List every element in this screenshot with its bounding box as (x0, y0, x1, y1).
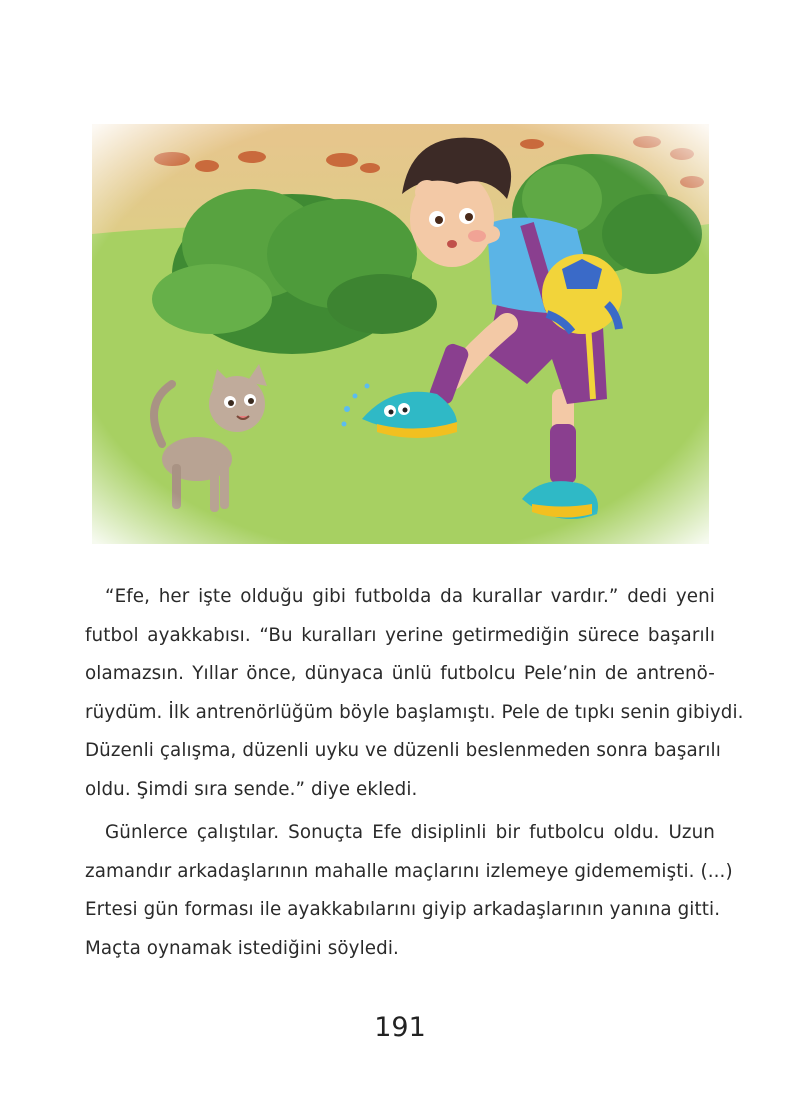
page-number: 191 (374, 1012, 426, 1043)
text-line: rüydüm. İlk antrenörlüğüm böyle başlamıştı. Pele de tıpkı senin gibiydi. (85, 701, 744, 723)
text-line: futbol ayakkabısı. “Bu kuralları yerine getirmediğin sürece başarılı (85, 624, 715, 646)
text-line: Günlerce çalıştılar. Sonuçta Efe disiplinli bir futbolcu oldu. Uzun (105, 822, 715, 843)
story-paragraph-1 (85, 578, 744, 809)
text-line: Maçta oynamak istediğini söyledi. (85, 937, 399, 959)
text-line: zamandır arkadaşlarının mahalle maçlarını izlemeye gidememişti. (...) (85, 860, 733, 882)
text-line: oldu. Şimdi sıra sende.” diye ekledi. (85, 778, 418, 800)
text-line: “Efe, her işte olduğu gibi futbolda da kurallar vardır.” dedi yeni (105, 586, 715, 607)
text-line: olamazsın. Yıllar önce, dünyaca ünlü futbolcu Pele’nin de antrenö- (85, 663, 715, 684)
story-illustration (92, 124, 709, 544)
text-line: Ertesi gün forması ile ayakkabılarını giyip arkadaşlarının yanına gitti. (85, 899, 721, 920)
story-paragraph-2 (85, 814, 733, 968)
text-line: Düzenli çalışma, düzenli uyku ve düzenli beslenmeden sonra başarılı (85, 740, 721, 761)
vignette (92, 124, 709, 544)
